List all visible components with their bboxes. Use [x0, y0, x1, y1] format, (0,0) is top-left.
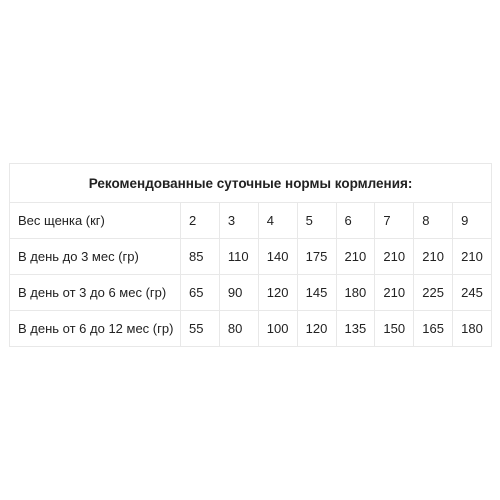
table-caption: Рекомендованные суточные нормы кормления: — [10, 164, 492, 203]
table-cell: 245 — [453, 275, 492, 311]
table-cell: 225 — [414, 275, 453, 311]
table-cell: 8 — [414, 203, 453, 239]
table-row-up-to-3-months — [10, 239, 492, 275]
table-cell: 120 — [297, 311, 336, 347]
table-cell: 140 — [258, 239, 297, 275]
table-cell: 110 — [219, 239, 258, 275]
table-cell: 180 — [336, 275, 375, 311]
table-cell: 180 — [453, 311, 492, 347]
table-cell: 80 — [219, 311, 258, 347]
table-cell: 150 — [375, 311, 414, 347]
table-cell: 120 — [258, 275, 297, 311]
table-cell: 2 — [181, 203, 220, 239]
table-cell: 100 — [258, 311, 297, 347]
table-cell: 90 — [219, 275, 258, 311]
table-cell: 65 — [181, 275, 220, 311]
row-label: В день до 3 мес (гр) — [10, 239, 181, 275]
table-cell: 135 — [336, 311, 375, 347]
table-cell: 85 — [181, 239, 220, 275]
table-cell: 210 — [336, 239, 375, 275]
table-cell: 145 — [297, 275, 336, 311]
table-cell: 165 — [414, 311, 453, 347]
feeding-norms-table-container — [9, 163, 491, 347]
table-cell: 210 — [453, 239, 492, 275]
table-cell: 210 — [375, 239, 414, 275]
table-cell: 210 — [414, 239, 453, 275]
row-label: В день от 3 до 6 мес (гр) — [10, 275, 181, 311]
table-cell: 210 — [375, 275, 414, 311]
table-row-puppy-weight — [10, 203, 492, 239]
feeding-norms-table — [9, 163, 492, 347]
table-cell: 9 — [453, 203, 492, 239]
table-cell: 4 — [258, 203, 297, 239]
table-cell: 7 — [375, 203, 414, 239]
table-row-3-to-6-months — [10, 275, 492, 311]
table-cell: 3 — [219, 203, 258, 239]
table-cell: 5 — [297, 203, 336, 239]
table-cell: 6 — [336, 203, 375, 239]
table-cell: 55 — [181, 311, 220, 347]
row-label: В день от 6 до 12 мес (гр) — [10, 311, 181, 347]
table-caption-row — [10, 164, 492, 203]
table-row-6-to-12-months — [10, 311, 492, 347]
table-cell: 175 — [297, 239, 336, 275]
row-label: Вес щенка (кг) — [10, 203, 181, 239]
